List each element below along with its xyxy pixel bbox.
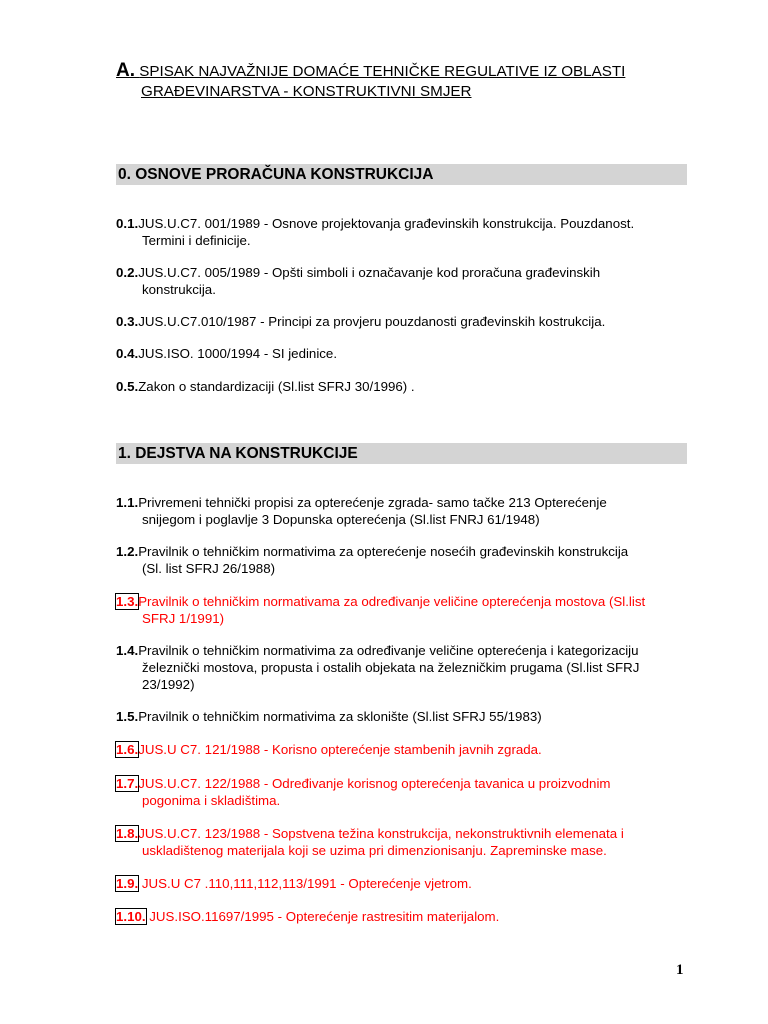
list-item-1-10: 1.10. JUS.ISO.11697/1995 - Opterećenje rastresitim materijalom. [116, 909, 500, 924]
title-letter: A. [116, 60, 135, 81]
list-item-1-8: 1.8.JUS.U.C7. 123/1988 - Sopstvena težina konstrukcija, nekonstruktivnih elemenata i uskladištenog materijala koji se uzima pri dimenzionisanju. Zapreminske mase. [116, 826, 624, 858]
list-item-1-5: 1.5.Pravilnik o tehničkim normativima za sklonište (Sl.list SFRJ 55/1983) [116, 709, 542, 724]
list-item-1-3: 1.3.Pravilnik o tehničkim normativama za određivanje veličine opterećenja mostova (Sl.list SFRJ 1/1991) [116, 594, 646, 626]
list-item-1-6: 1.6.JUS.U C7. 121/1988 - Korisno opterećenje stambenih javnih zgrada. [116, 742, 542, 757]
title-line-1: SPISAK NAJVAŽNIJE DOMAĆE TEHNIČKE REGULATIVE IZ OBLASTI [139, 63, 626, 80]
list-item-1-4: 1.4.Pravilnik o tehničkim normativima za određivanje veličine opterećenja i kategorizaciju železnički mostova, propusta i ostalih objekata na železničkim prugama (Sl.list SFRJ 23/1992) [116, 643, 640, 692]
list-item-0-3: 0.3.JUS.U.C7.010/1987 - Principi za provjeru pouzdanosti građevinskih kostrukcija. [116, 314, 606, 329]
document-title [116, 61, 686, 102]
section-heading-0: 0. OSNOVE PRORAČUNA KONSTRUKCIJA [116, 164, 687, 185]
list-item-0-4: 0.4.JUS.ISO. 1000/1994 - SI jedinice. [116, 346, 338, 361]
title-line-2: GRAĐEVINARSTVA - KONSTRUKTIVNI SMJER [141, 83, 472, 100]
list-item-0-5: 0.5.Zakon o standardizaciji (Sl.list SFRJ 30/1996) . [116, 379, 415, 394]
list-item-0-2: 0.2.JUS.U.C7. 005/1989 - Opšti simboli i označavanje kod proračuna građevinskih konstrukcija. [116, 265, 601, 297]
list-item-1-9: 1.9. JUS.U C7 .110,111,112,113/1991 - Opterećenje vjetrom. [116, 876, 472, 891]
section-heading-1: 1. DEJSTVA NA KONSTRUKCIJE [116, 443, 687, 464]
list-item-1-2: 1.2.Pravilnik o tehničkim normativima za opterećenje nosećih građevinskih konstrukcija (Sl. list SFRJ 26/1988) [116, 544, 629, 576]
list-item-1-1: 1.1.Privremeni tehnički propisi za opterećenje zgrada- samo tačke 213 Opterećenje snijegom i poglavlje 3 Dopunska opterećenja (Sl.list FNRJ 61/1948) [116, 495, 607, 527]
page-number: 1 [676, 962, 684, 978]
list-item-1-7: 1.7.JUS.U.C7. 122/1988 - Određivanje korisnog opterećenja tavanica u proizvodnim pogonima i skladištima. [116, 776, 611, 808]
list-item-0-1: 0.1.JUS.U.C7. 001/1989 - Osnove projektovanja građevinskih konstrukcija. Pouzdanost. Termini i definicije. [116, 216, 635, 248]
